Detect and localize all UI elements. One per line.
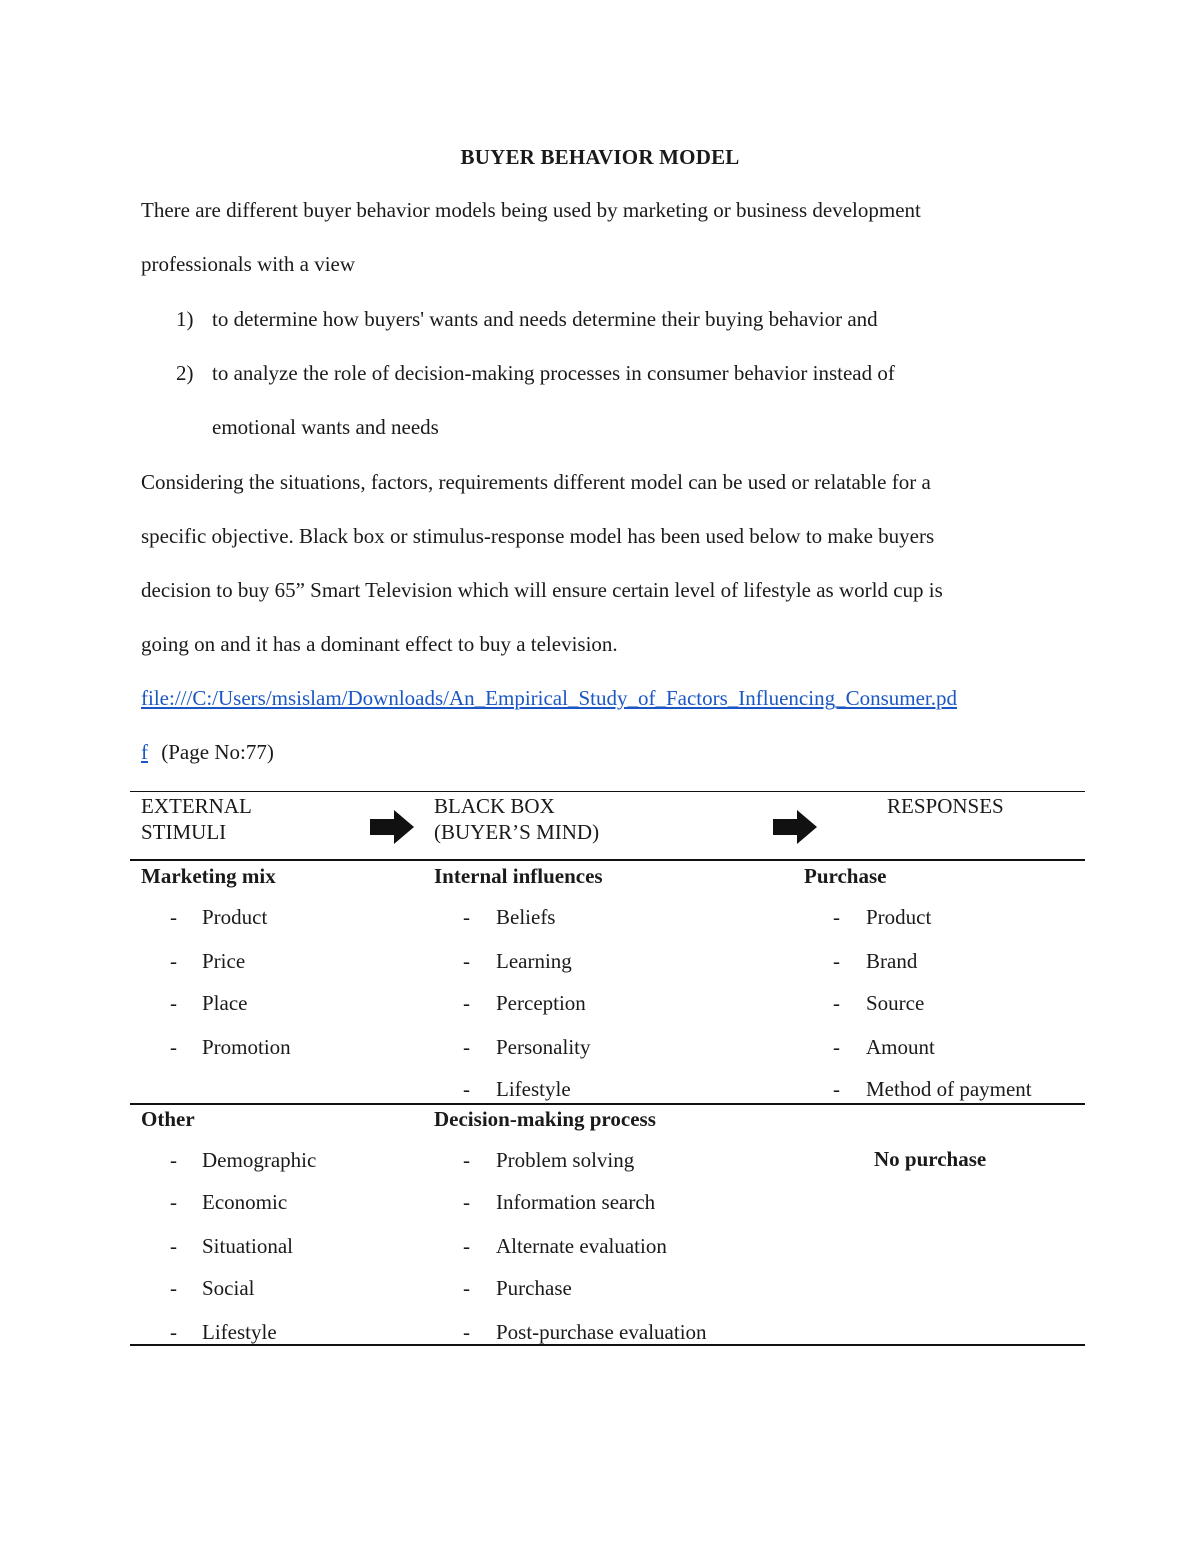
header-text: STIMULI bbox=[141, 820, 227, 844]
bullet-dash: - bbox=[833, 949, 840, 973]
body-line-3: decision to buy 65” Smart Television which will ensure certain level of lifestyle as world cup is bbox=[141, 578, 943, 602]
right-arrow-icon bbox=[370, 810, 414, 844]
bullet-dash: - bbox=[463, 1190, 470, 1214]
header-text: BLACK BOX bbox=[434, 794, 555, 818]
list-item: Problem solving bbox=[496, 1148, 635, 1172]
list-item-2 bbox=[176, 346, 1076, 400]
list-item: Brand bbox=[866, 949, 918, 973]
table-top-rule bbox=[130, 791, 1085, 792]
list-text: to analyze the role of decision-making processes in consumer behavior instead of bbox=[212, 361, 895, 385]
list-item: Lifestyle bbox=[496, 1077, 571, 1101]
file-link-end[interactable]: f bbox=[141, 740, 148, 764]
bullet-dash: - bbox=[170, 905, 177, 929]
list-item: Personality bbox=[496, 1035, 591, 1059]
list-item: Beliefs bbox=[496, 905, 556, 929]
bullet-dash: - bbox=[463, 1320, 470, 1344]
bullet-dash: - bbox=[170, 1234, 177, 1258]
right-arrow-icon bbox=[773, 810, 817, 844]
list-item: Product bbox=[202, 905, 268, 929]
bullet-dash: - bbox=[833, 1077, 840, 1101]
bullet-dash: - bbox=[463, 949, 470, 973]
bullet-dash: - bbox=[170, 1035, 177, 1059]
purchase-title: Purchase bbox=[804, 864, 887, 888]
bullet-dash: - bbox=[170, 1320, 177, 1344]
marketing-mix-title: Marketing mix bbox=[141, 864, 276, 888]
list-item-1 bbox=[176, 292, 1076, 346]
list-item: Price bbox=[202, 949, 246, 973]
file-link-line bbox=[141, 671, 1071, 725]
internal-influences-title: Internal influences bbox=[434, 864, 603, 888]
body-line-2: specific objective. Black box or stimulus-response model has been used below to make buyers bbox=[141, 524, 935, 548]
list-item: Lifestyle bbox=[202, 1320, 277, 1344]
bullet-dash: - bbox=[463, 1077, 470, 1101]
list-item: Promotion bbox=[202, 1035, 291, 1059]
bullet-dash: - bbox=[170, 949, 177, 973]
list-item: Post-purchase evaluation bbox=[496, 1320, 707, 1344]
bullet-dash: - bbox=[170, 1190, 177, 1214]
list-item: Purchase bbox=[496, 1276, 572, 1300]
header-external-stimuli bbox=[141, 793, 252, 845]
list-item-2-continuation: emotional wants and needs bbox=[212, 415, 439, 439]
bullet-dash: - bbox=[833, 905, 840, 929]
bullet-dash: - bbox=[463, 1035, 470, 1059]
page-title: BUYER BEHAVIOR MODEL bbox=[460, 145, 740, 169]
header-text: EXTERNAL bbox=[141, 794, 252, 818]
file-link[interactable]: file:///C:/Users/msislam/Downloads/An_Empirical_Study_of_Factors_Influencing_Consumer.pd bbox=[141, 686, 957, 710]
list-item: Demographic bbox=[202, 1148, 317, 1172]
table-header-rule bbox=[130, 859, 1085, 861]
bullet-dash: - bbox=[463, 905, 470, 929]
header-black-box bbox=[434, 793, 599, 845]
list-number: 1) bbox=[176, 307, 194, 331]
bullet-dash: - bbox=[463, 1148, 470, 1172]
other-title: Other bbox=[141, 1107, 195, 1131]
file-link-line-2 bbox=[141, 725, 1071, 779]
bullet-dash: - bbox=[833, 1035, 840, 1059]
bullet-dash: - bbox=[170, 1148, 177, 1172]
body-line-1: Considering the situations, factors, requirements different model can be used or relatable for a bbox=[141, 470, 931, 494]
intro-line-2: professionals with a view bbox=[141, 252, 356, 276]
list-number: 2) bbox=[176, 361, 194, 385]
bullet-dash: - bbox=[170, 991, 177, 1015]
list-item: Situational bbox=[202, 1234, 293, 1258]
body-line-4: going on and it has a dominant effect to buy a television. bbox=[141, 632, 618, 656]
list-item: Product bbox=[866, 905, 932, 929]
page-reference: (Page No:77) bbox=[161, 740, 274, 764]
list-item: Place bbox=[202, 991, 248, 1015]
list-item: Learning bbox=[496, 949, 572, 973]
bullet-dash: - bbox=[833, 991, 840, 1015]
list-item: Perception bbox=[496, 991, 586, 1015]
table-row-divider bbox=[130, 1103, 1085, 1105]
no-purchase-title: No purchase bbox=[874, 1147, 987, 1171]
header-responses: RESPONSES bbox=[887, 794, 1004, 818]
bullet-dash: - bbox=[463, 1234, 470, 1258]
list-item: Amount bbox=[866, 1035, 935, 1059]
list-item: Economic bbox=[202, 1190, 288, 1214]
header-text: (BUYER’S MIND) bbox=[434, 820, 600, 844]
list-item: Information search bbox=[496, 1190, 656, 1214]
list-text: to determine how buyers' wants and needs determine their buying behavior and bbox=[212, 307, 878, 331]
intro-line-1: There are different buyer behavior models being used by marketing or business development bbox=[141, 198, 921, 222]
list-item: Social bbox=[202, 1276, 255, 1300]
bullet-dash: - bbox=[463, 1276, 470, 1300]
list-item: Alternate evaluation bbox=[496, 1234, 667, 1258]
list-item: Method of payment bbox=[866, 1077, 1032, 1101]
decision-making-title: Decision-making process bbox=[434, 1107, 656, 1131]
bullet-dash: - bbox=[170, 1276, 177, 1300]
bullet-dash: - bbox=[463, 991, 470, 1015]
list-item: Source bbox=[866, 991, 925, 1015]
